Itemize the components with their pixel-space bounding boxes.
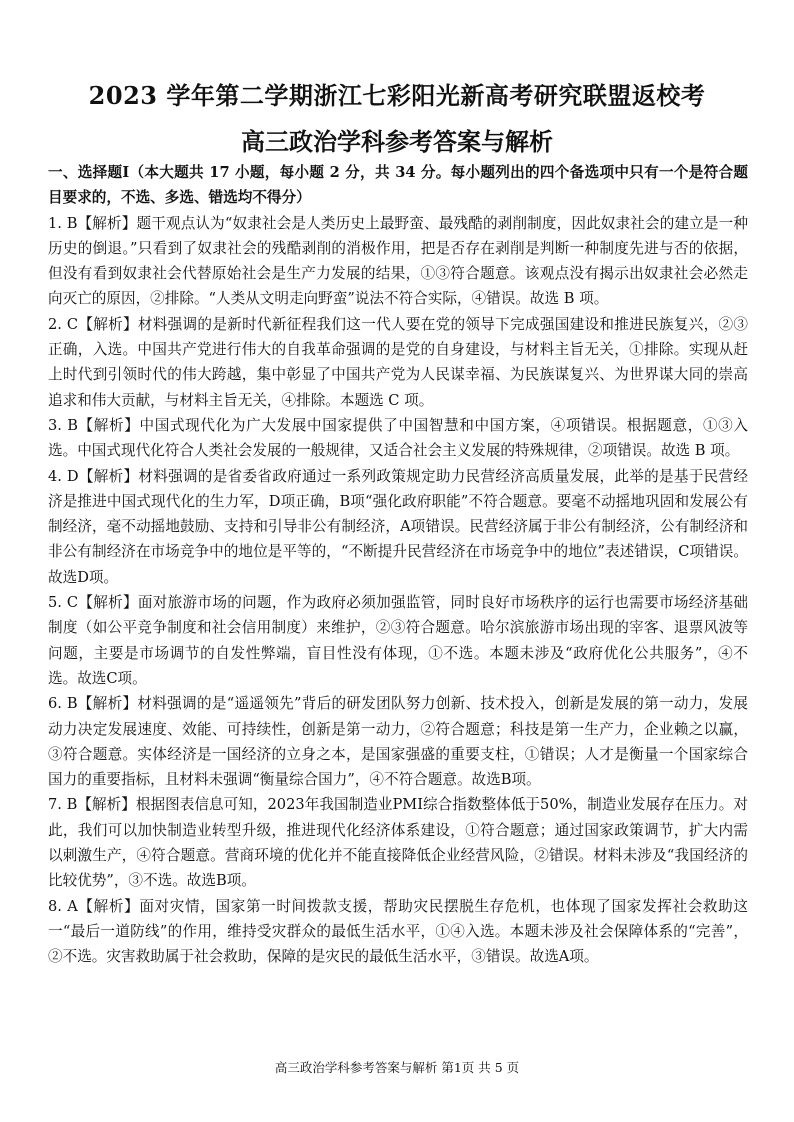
answer-text: 材料强调的是“遥遥领先”背后的研发团队努力创新、技术投入，创新是发展的第一动力，发展动力决定发展速度、效能、可持续性，创新是第一动力，②符合题意；科技是第一生产力，企业赖之以赢，③符合题意。实体经济是一国经济的立身之本，是国家强盛的重要支柱，①错误；人才是衡量一个国家综合国力的重要指标，且材料未强调“衡量综合国力”，④不符合题意。故选B项。	[48, 695, 748, 789]
answer-text: 材料强调的是新时代新征程我们这一代人要在党的领导下完成强国建设和推进民族复兴，②③正确，入选。中国共产党进行伟大的自我革命强调的是党的自身建设，与材料主旨无关，①排除。实现从赶上时代到引领时代的伟大跨越，集中彰显了中国共产党为人民谋幸福、为民族谋复兴、为世界谋大同的崇高追求和伟大贡献，与材料主旨无关，④排除。本题选 C 项。	[48, 315, 748, 409]
answer-label: 3. B【解析】	[48, 416, 140, 434]
answer-item	[48, 590, 748, 691]
answer-label: 5. C【解析】	[48, 594, 138, 612]
answer-item	[48, 464, 748, 590]
answer-label: 8. A【解析】	[48, 897, 140, 915]
document-title: 2023 学年第二学期浙江七彩阳光新高考研究联盟返校考	[88, 81, 706, 110]
answer-item	[48, 413, 748, 464]
answer-text: 中国式现代化为广大发展中国家提供了中国智慧和中国方案，④项错误。根据题意，①③入选。中国式现代化符合人类社会发展的一般规律，又适合社会主义发展的特殊规律，②项错误。故选 B 项。	[48, 416, 748, 460]
answer-item	[48, 691, 748, 792]
answer-label: 2. C【解析】	[48, 315, 138, 333]
section-header: 一、选择题Ⅰ（本大题共 17 小题，每小题 2 分，共 34 分。每小题列出的四个备选项中只有一个是符合题目要求的，不选、多选、错选均不得分）	[48, 164, 748, 207]
answer-item	[48, 312, 748, 413]
answer-text: 面对旅游市场的问题，作为政府必须加强监管，同时良好市场秩序的运行也需要市场经济基础制度（如公平竞争制度和社会信用制度）来维护，②③符合题意。哈尔滨旅游市场出现的宰客、退票风波等问题，主要是市场调节的自发性弊端，盲目性没有体现，①不选。本题未涉及“政府优化公共服务”，④不选。故选C项。	[48, 594, 748, 687]
answer-text: 题干观点认为“奴隶社会是人类历史上最野蛮、最残酷的剥削制度，因此奴隶社会的建立是一种历史的倒退。”只看到了奴隶社会的残酷剥削的消极作用，把是否存在剥削是判断一种制度先进与否的依据，但没有看到奴隶社会代替原始社会是生产力发展的结果，①③符合题意。该观点没有揭示出奴隶社会必然走向灭亡的原因，②排除。“人类从文明走向野蛮”说法不符合实际，④错误。故选 B 项。	[48, 214, 748, 308]
answer-item	[48, 211, 748, 312]
page-footer: 高三政治学科参考答案与解析 第1页 共 5 页	[274, 1060, 520, 1075]
document-subtitle: 高三政治学科参考答案与解析	[241, 127, 553, 156]
answer-content	[48, 160, 748, 970]
answer-label: 6. B【解析】	[48, 695, 138, 713]
answer-label: 1. B【解析】	[48, 214, 137, 232]
answer-label: 7. B【解析】	[48, 796, 136, 814]
answer-item	[48, 894, 748, 970]
answer-text: 材料强调的是省委省政府通过一系列政策规定助力民营经济高质量发展，此举的是基于民营经济是推进中国式现代化的生力军，D项正确，B项“强化政府职能”不符合题意。要毫不动摇地巩固和发展公有制经济，毫不动摇地鼓励、支持和引导非公有制经济，A项错误。民营经济属于非公有制经济，公有制经济和非公有制经济在市场竞争中的地位是平等的，“不断提升民营经济在市场竞争中的地位”表述错误，C项错误。故选D项。	[48, 467, 748, 586]
answer-item	[48, 792, 748, 893]
answer-text: 根据图表信息可知，2023年我国制造业PMI综合指数整体低于50%，制造业发展存在压力。对此，我们可以加快制造业转型升级，推进现代化经济体系建设，①符合题意；通过国家政策调节，扩大内需以刺激生产，④符合题意。营商环境的优化并不能直接降低企业经营风险，②错误。材料未涉及“我国经济的比较优势”，③不选。故选B项。	[48, 796, 749, 890]
answer-text: 面对灾情，国家第一时间拨款支援，帮助灾民摆脱生存危机，也体现了国家发挥社会救助这一“最后一道防线”的作用，维持受灾群众的最低生活水平，①④入选。本题未涉及社会保障体系的“完善”，②不选。灾害救助属于社会救助，保障的是灾民的最低生活水平，③错误。故选A项。	[48, 897, 748, 966]
answer-label: 4. D【解析】	[48, 467, 139, 485]
